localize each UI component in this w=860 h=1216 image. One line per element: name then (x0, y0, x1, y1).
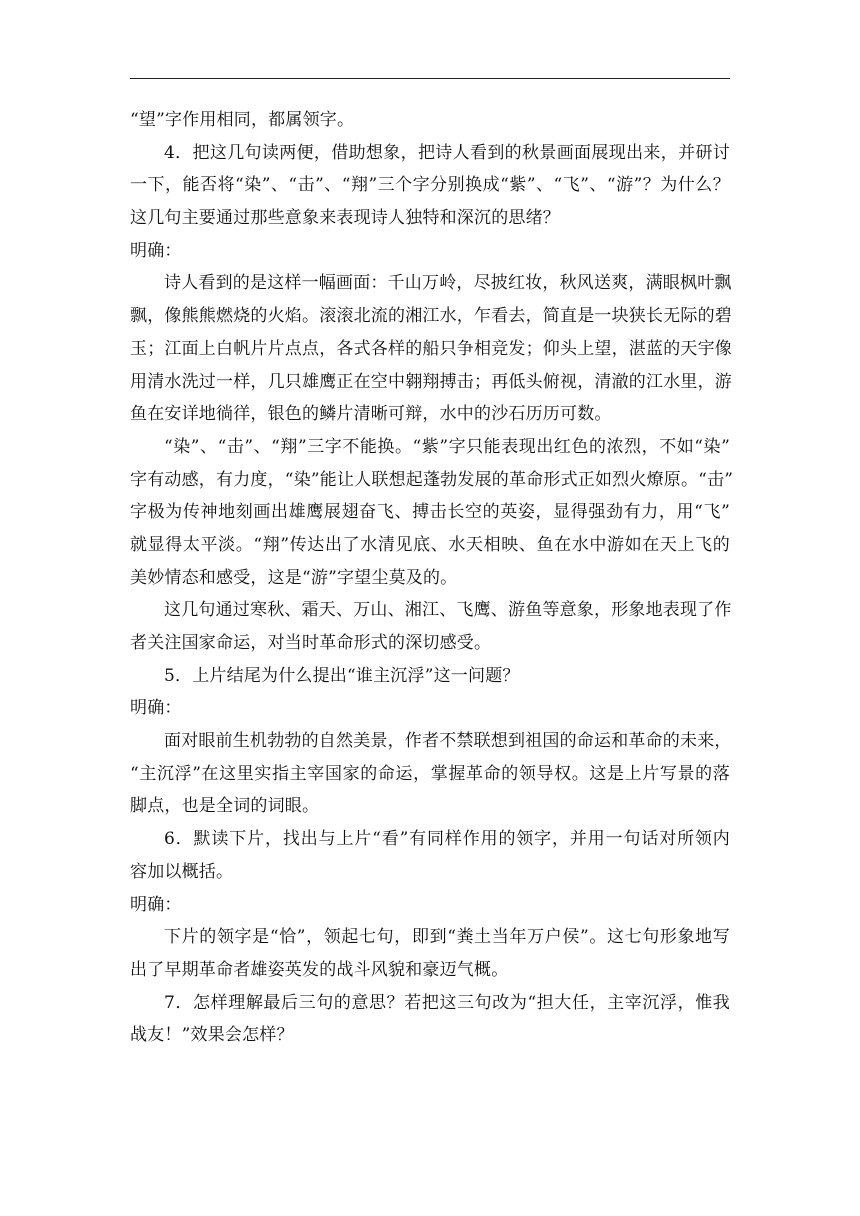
text-line: “望”字作用相同，都属领字。 (130, 110, 355, 130)
text-line: 鱼在安详地徜徉，银色的鳞片清晰可辩，水中的沙石历历可数。 (130, 404, 612, 425)
text-line: 6．默读下片，找出与上片“看”有同样作用的领字，并用一句话对所领内 (164, 829, 730, 850)
text-line: 这几句主要通过那些意象来表现诗人独特和深沉的思绪？ (130, 208, 560, 229)
text-line: 明确： (130, 894, 182, 915)
text-line: 字有动感，有力度，“染”能让人联想起蓬勃发展的革命形式正如烈火燎原。“击” (130, 469, 734, 490)
text-line: 脚点，也是全词的词眼。 (130, 796, 320, 817)
text-line: 明确： (130, 240, 182, 261)
text-line: 一下，能否将“染”、“击”、“翔”三个字分别换成“紫”、“飞”、“游”？为什么？ (130, 175, 730, 196)
text-line: 战友！”效果会怎样？ (130, 1025, 294, 1046)
text-line: 明确： (130, 698, 182, 719)
text-line: 面对眼前生机勃勃的自然美景，作者不禁联想到祖国的命运和革命的未来， (164, 731, 732, 752)
text-line: 7．怎样理解最后三句的意思？若把这三句改为“担大任，主宰沉浮，惟我 (164, 992, 730, 1013)
text-line: 容加以概括。 (130, 861, 234, 882)
header-rule (130, 78, 730, 79)
text-line: 下片的领字是“恰”，领起七句，即到“粪土当年万户侯”。这七句形象地写 (164, 927, 730, 948)
text-line: 者关注国家命运，对当时革命形式的深切感受。 (130, 633, 492, 653)
text-line: “主沉浮”在这里实指主宰国家的命运，掌握革命的领导权。这是上片写景的落 (130, 763, 730, 784)
text-line: 字极为传神地刻画出雄鹰展翅奋飞、搏击长空的英姿，显得强劲有力，用“飞” (130, 502, 730, 523)
text-line: 5．上片结尾为什么提出“谁主沉浮”这一问题？ (164, 665, 520, 686)
text-line: 美妙情态和感受，这是“游”字望尘莫及的。 (130, 567, 458, 588)
text-line: 诗人看到的是这样一幅画面：千山万岭，尽披红妆，秋风送爽，满眼枫叶飘 (164, 273, 732, 294)
text-line: 飘，像熊熊燃烧的火焰。滚滚北流的湘江水，乍看去，简直是一块狭长无际的碧 (130, 306, 732, 327)
text-line: 用清水洗过一样，几只雄鹰正在空中翱翔搏击；再低头俯视，清澈的江水里，游 (130, 371, 732, 392)
text-line: 这几句通过寒秋、霜天、万山、湘江、飞鹰、游鱼等意象，形象地表现了作 (164, 600, 732, 621)
text-line: 玉；江面上白帆片片点点，各式各样的船只争相竞发；仰头上望，湛蓝的天宇像 (130, 338, 732, 359)
text-line: 就显得太平淡。“翔”传达出了水清见底、水天相映、鱼在水中游如在天上飞的 (130, 534, 730, 555)
text-line: 出了早期革命者雄姿英发的战斗风貌和豪迈气概。 (130, 959, 509, 980)
text-line: 4．把这几句读两便，借助想象，把诗人看到的秋景画面展现出来，并研讨 (164, 142, 730, 163)
text-line: “染”、“击”、“翔”三字不能换。“紫”字只能表现出红色的浓烈，不如“染” (164, 436, 730, 457)
document-body (130, 104, 734, 1052)
